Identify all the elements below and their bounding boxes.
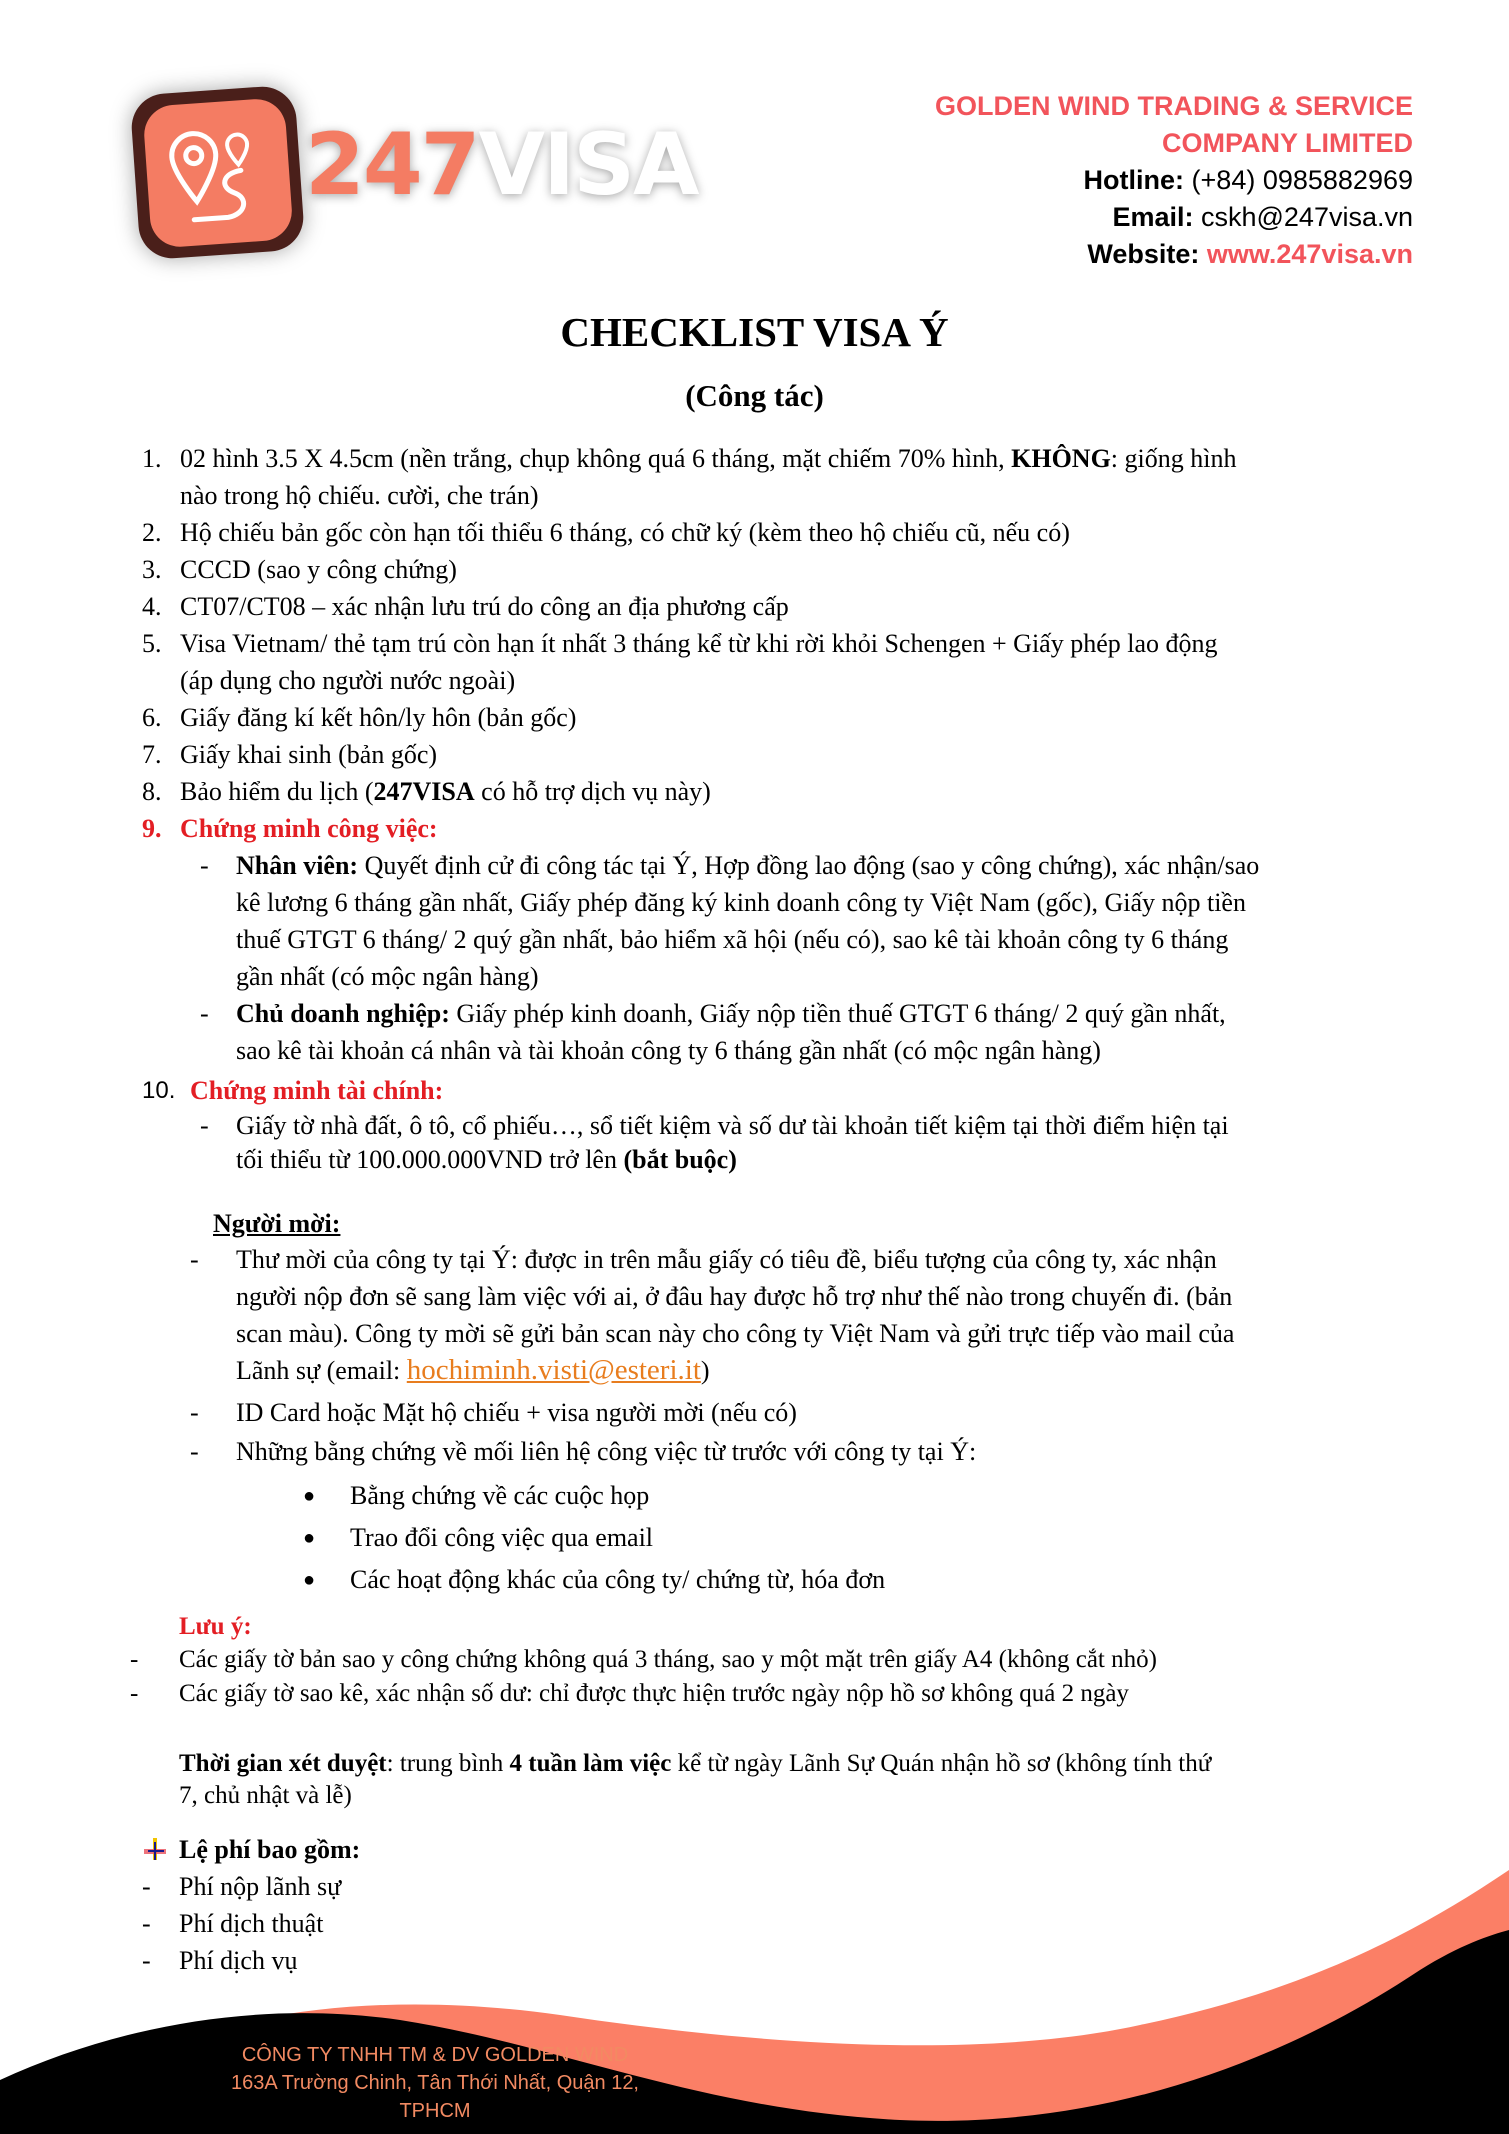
footer-address: 163A Trường Chinh, Tân Thới Nhất, Quận 12, TPHCM <box>230 2072 639 2122</box>
dash-marker: - <box>142 1909 151 1938</box>
footer-company-name: CÔNG TY TNHH TM & DV GOLDEN WIND <box>241 2044 629 2066</box>
inviter-heading: Người mời: <box>213 1209 341 1238</box>
email: Email: cskh@247visa.vn <box>1112 202 1413 232</box>
dash-marker: - <box>130 1680 139 1707</box>
document-title: CHECKLIST VISA Ý <box>560 309 949 355</box>
dash-marker: - <box>130 1646 139 1673</box>
footer-address-block <box>195 2041 675 2125</box>
email-value[interactable]: cskh@247visa.vn <box>1193 202 1413 232</box>
dash-marker: - <box>200 1111 209 1140</box>
logo-wordmark: 247VISA <box>305 115 698 215</box>
dash-marker: - <box>142 1872 151 1901</box>
hotline-value[interactable]: (+84) 0985882969 <box>1184 165 1413 195</box>
dash-marker: - <box>142 1946 151 1975</box>
finance-proof-heading: Chứng minh tài chính: <box>190 1076 444 1105</box>
processing-time: Thời gian xét duyệt: trung bình 4 tuần làm việc kể từ ngày Lãnh Sự Quán nhận hồ sơ (không tính thứ 7, chủ nhật và lễ) <box>179 1750 1212 1809</box>
bullet-icon: ● <box>303 1527 316 1549</box>
hotline: Hotline: (+84) 0985882969 <box>1083 165 1413 195</box>
website-link[interactable]: www.247visa.vn <box>1199 239 1413 269</box>
dash-marker: - <box>190 1245 199 1274</box>
dash-marker: - <box>190 1437 199 1466</box>
company-logo <box>115 70 698 260</box>
logo-mark <box>129 84 305 260</box>
company-name-line2: COMPANY LIMITED <box>1161 128 1413 158</box>
consulate-email-link[interactable]: hochiminh.visti@esteri.it <box>406 1354 701 1386</box>
company-info <box>935 88 1413 273</box>
dash-marker: - <box>190 1398 199 1427</box>
document-subtitle: (Công tác) <box>685 378 824 413</box>
map-pin-route-icon <box>142 97 294 249</box>
bullet-icon: ● <box>303 1485 316 1507</box>
fees-heading: Lệ phí bao gồm: <box>179 1835 361 1864</box>
work-proof-heading: Chứng minh công việc: <box>180 814 438 843</box>
company-name-line1: GOLDEN WIND TRADING & SERVICE <box>934 91 1413 121</box>
bullet-icon: ● <box>303 1569 316 1591</box>
dash-marker: - <box>200 851 209 880</box>
website: Website: www.247visa.vn <box>1087 239 1413 269</box>
notes-heading: Lưu ý: <box>179 1613 252 1640</box>
dash-marker: - <box>200 999 209 1028</box>
